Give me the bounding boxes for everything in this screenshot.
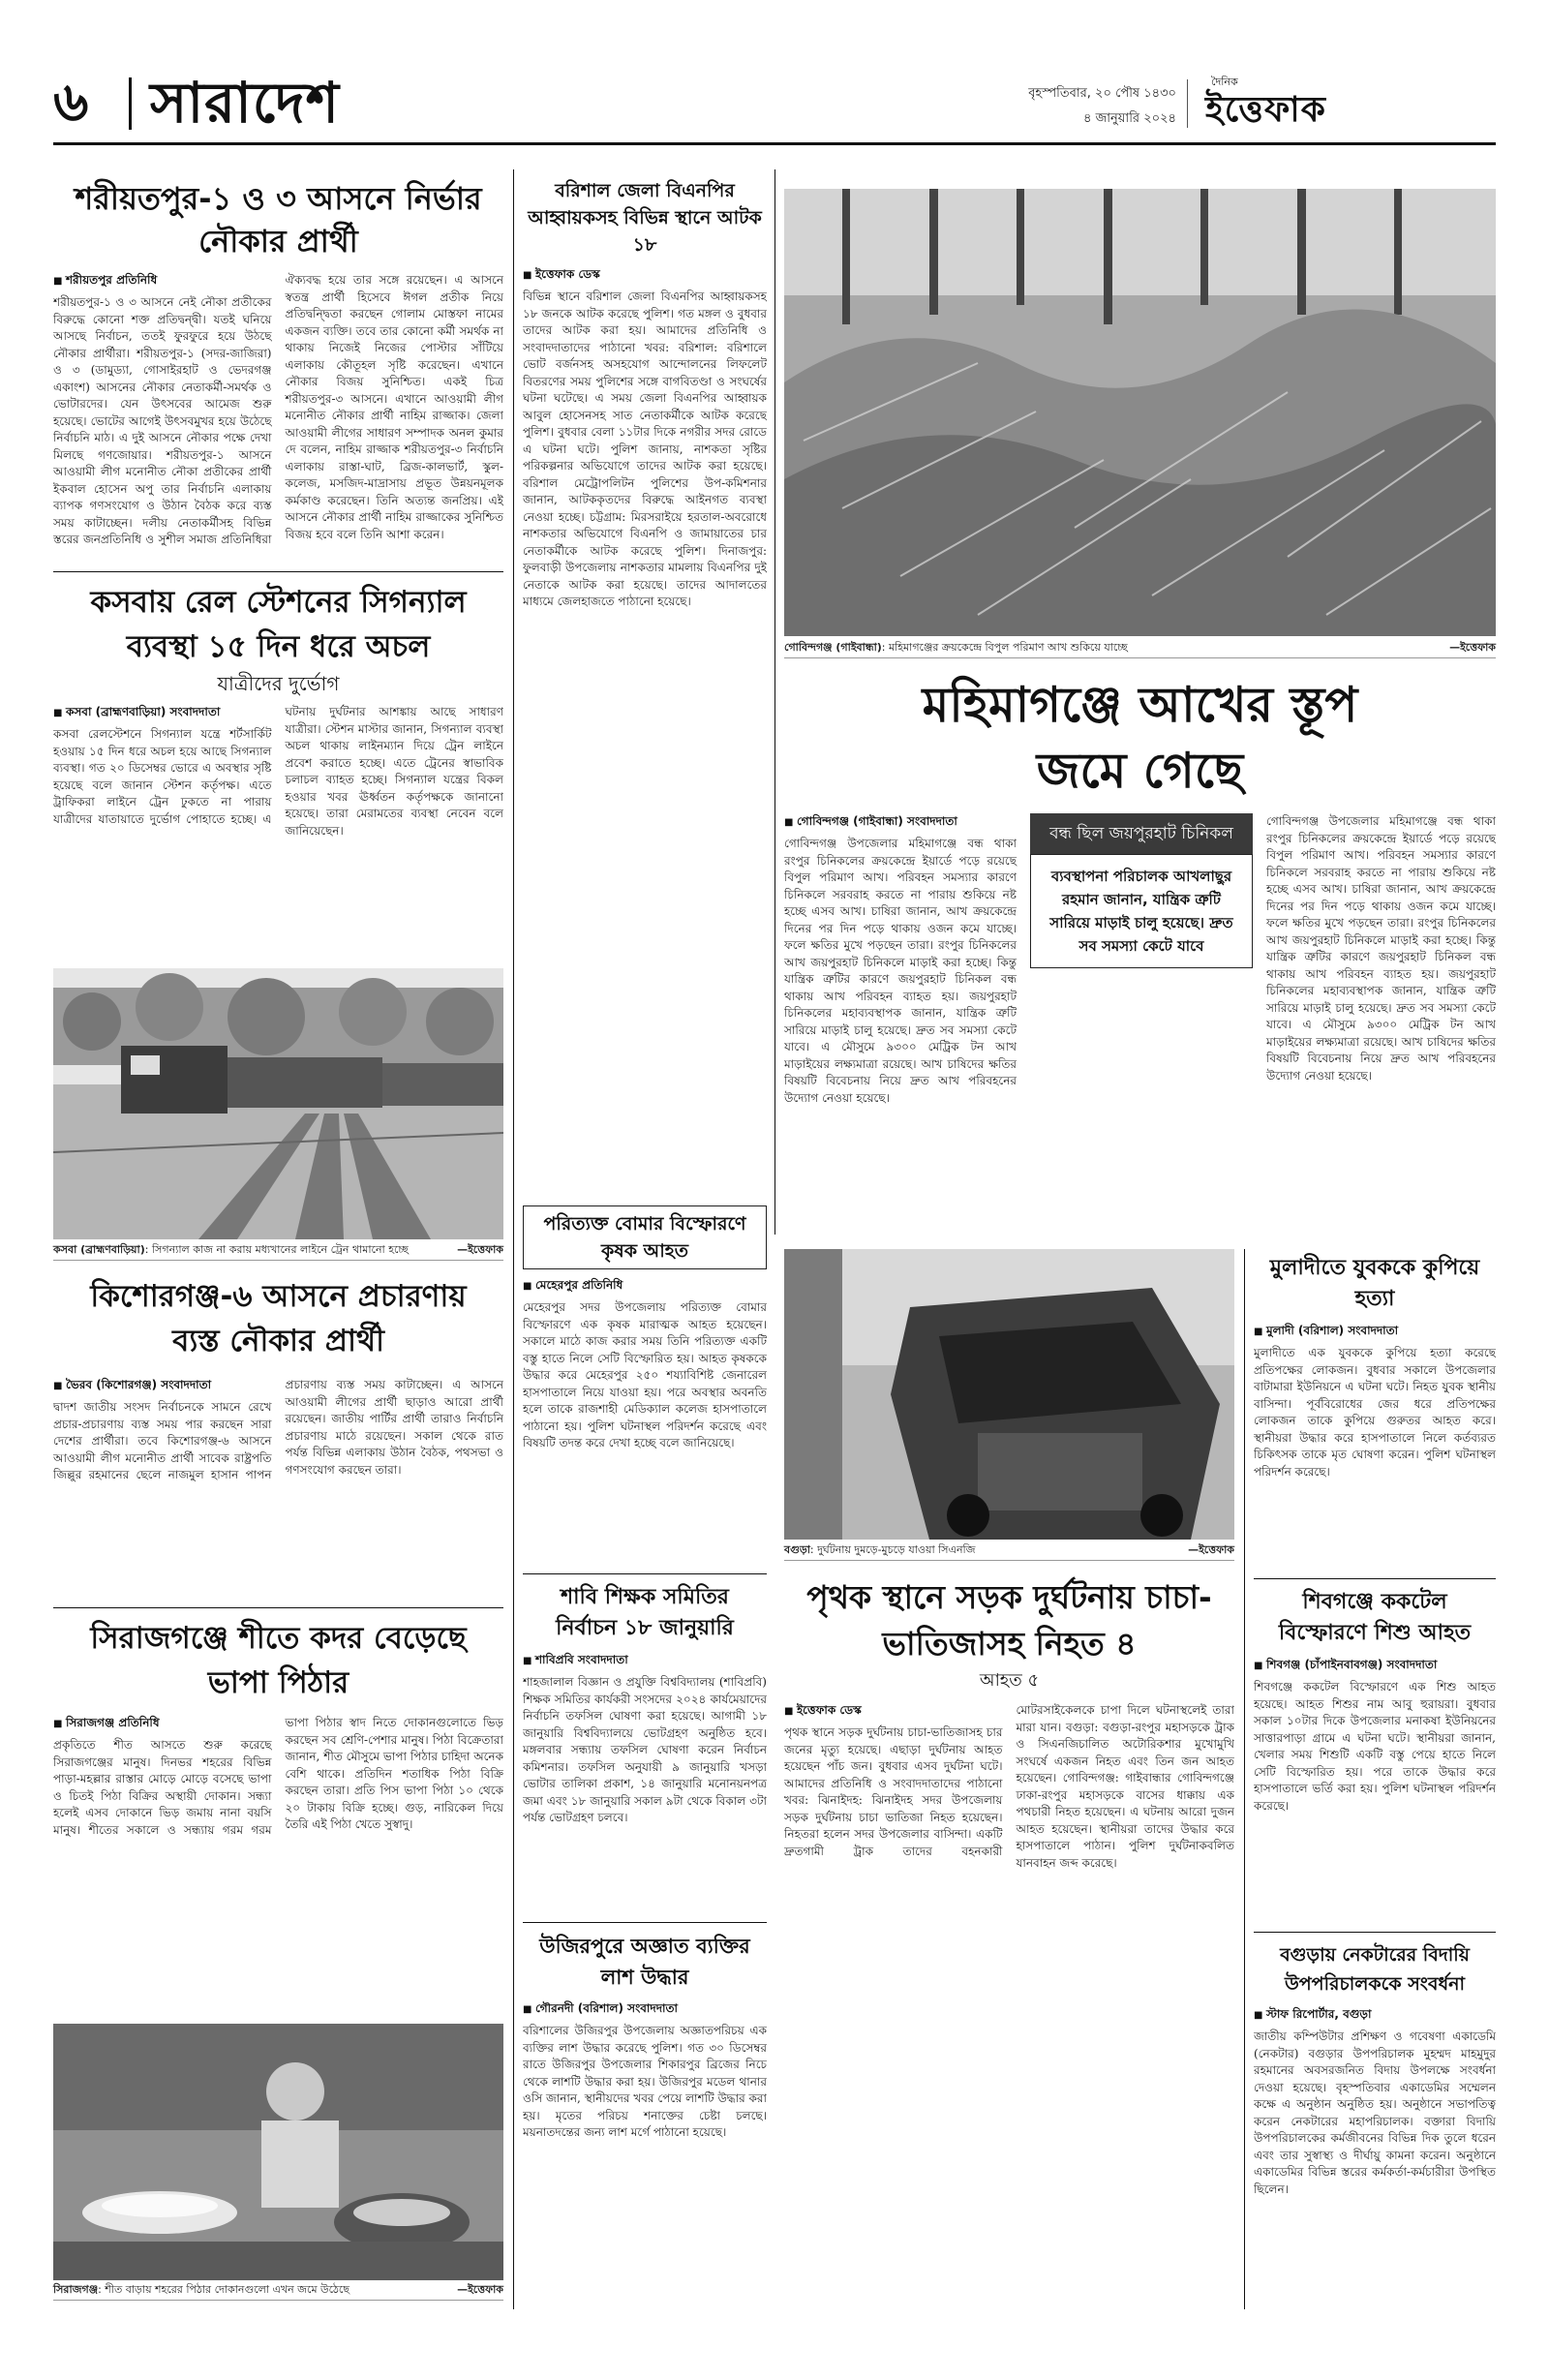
caption-place: গোবিন্দগঞ্জ (গাইবান্ধা) xyxy=(784,641,882,654)
article-body xyxy=(53,272,503,549)
byline: ■ স্টাফ রিপোর্টার, বগুড়া xyxy=(1254,2006,1496,2026)
train-illustration xyxy=(53,968,503,1239)
byline: ■ ভৈরব (কিশোরগঞ্জ) সংবাদদাতা xyxy=(53,1377,272,1396)
headline: উজিরপুরে অজ্ঞাত ব্যক্তির লাশ উদ্ধার xyxy=(539,1935,750,1989)
divider xyxy=(523,1573,767,1574)
pitha-illustration xyxy=(53,2024,503,2280)
article-shariatpur xyxy=(53,169,503,566)
caption-place: কসবা (ব্রাহ্মণবাড়িয়া) xyxy=(53,1243,145,1256)
article-body xyxy=(53,1377,503,1484)
headline: শাবি শিক্ষক সমিতির নির্বাচন ১৮ জানুয়ারি xyxy=(556,1585,734,1640)
caption-text: : মহিমাগঞ্জের ক্রয়কেন্দ্রে বিপুল পরিমাণ আখ শুকিয়ে যাচ্ছে xyxy=(881,641,1128,654)
caption-pitha xyxy=(53,2283,503,2301)
headline: বরিশাল জেলা বিএনপির আহ্বায়কসহ বিভিন্ন স্থানে আটক ১৮ xyxy=(528,180,762,256)
byline: ■ গৌরনদী (বরিশাল) সংবাদদাতা xyxy=(523,2000,767,2020)
article-mohimaganj xyxy=(784,666,1496,1233)
page-number: ৬ xyxy=(53,71,89,134)
byline: ■ মেহেরপুর প্রতিনিধি xyxy=(523,1277,767,1297)
dateline xyxy=(1028,81,1176,132)
caption-text: : দুর্ঘটনায় দুমড়ে-মুচড়ে যাওয়া সিএনজি xyxy=(809,1543,976,1556)
train-photo xyxy=(53,968,503,1239)
masthead-divider xyxy=(129,77,132,130)
body-text: মেহেরপুর সদর উপজেলায় পরিত্যক্ত বোমার বিস্ফোরণে এক কৃষক মারাত্মক আহত হয়েছেন। সকালে মাঠে কাজ করার সময় তিনি পরিত্যক্ত একটি বস্তু হাতে নিলে সেটি বিস্ফোরিত হয়। আহত কৃষককে উদ্ধার করে মেহেরপুর ২৫০ শয্যাবিশিষ্ট জেনারেল হাসপাতালে নিয়ে যাওয়া হয়। পরে অবস্থার অবনতি হলে তাকে রাজশাহী মেডিক্যাল কলেজ হাসপাতালে পাঠানো হয়। পুলিশ ঘটনাস্থল পরিদর্শন করেছে এবং বিষয়টি তদন্ত করে দেখা হচ্ছে বলে জানিয়েছে। xyxy=(523,1300,767,1449)
pitha-photo xyxy=(53,2024,503,2280)
headline: মুলাদীতে যুবককে কুপিয়ে হত্যা xyxy=(1269,1256,1480,1311)
dateline-divider xyxy=(1187,79,1188,128)
headline: বগুড়ায় নেকটারের বিদায়ি উপপরিচালককে সংবর্ধনা xyxy=(1280,1944,1470,1995)
callout-title: বন্ধ ছিল জয়পুরহাট চিনিকল xyxy=(1030,813,1253,854)
byline: ■ কসবা (ব্রাহ্মণবাড়িয়া) সংবাদদাতা xyxy=(53,704,272,723)
subhead: আহত ৫ xyxy=(979,1670,1040,1691)
logo-small: দৈনিক xyxy=(1211,76,1238,88)
body-text: গোবিন্দগঞ্জ উপজেলার মহিমাগঞ্জে বন্ধ থাকা রংপুর চিনিকলের ক্রয়কেন্দ্রে ইয়ার্ডে পড়ে রয়েছে বিপুল পরিমাণ আখ। পরিবহন সমস্যার কারণে চিনিকলে সরবরাহ করতে না পারায় শুকিয়ে নষ্ট হচ্ছে এসব আখ। চাষিরা জানান, আখ ক্রয়কেন্দ্রে দিনের পর দিন পড়ে থাকায় ওজন কমে যাচ্ছে। ফলে ক্ষতির মুখে পড়ছেন তারা। রংপুর চিনিকলের আখ জয়পুরহাট চিনিকলে মাড়াই করা হচ্ছে। কিন্তু যান্ত্রিক ত্রুটির কারণে জয়পুরহাট চিনিকল বন্ধ থাকায় আখ পরিবহন ব্যাহত হয়। জয়পুরহাট চিনিকলের মহাব্যবস্থাপক জানান, যান্ত্রিক ত্রুটি সারিয়ে মাড়াই চালু হয়েছে। দ্রুত সব সমস্যা কেটে যাবে। এ মৌসুমে ৯৩০০ মেট্রিক টন আখ মাড়াইয়ের লক্ষ্যমাত্রা রয়েছে। আখ চাষিদের ক্ষতির বিষয়টি বিবেচনায় নিয়ে দ্রুত আখ পরিবহনের উদ্যোগ নেওয়া হয়েছে। xyxy=(784,837,1017,1105)
caption-text: : শীত বাড়ায় শহরের পিঠার দোকানগুলো এখন জমে উঠেছে xyxy=(98,2283,350,2296)
article-body-wrap xyxy=(784,813,1496,1107)
cng-illustration xyxy=(784,1249,1234,1540)
headline: সিরাজগঞ্জে শীতে কদর বেড়েছে ভাপা পিঠার xyxy=(90,1621,467,1700)
headline: পরিত্যক্ত বোমার বিস্ফোরণে কৃষক আহত xyxy=(523,1205,767,1269)
subhead: যাত্রীদের দুর্ভোগ xyxy=(217,672,340,695)
caption-text: : সিগন্যাল কাজ না করায় মধ্যখানের লাইনে ট্রেন থামানো হচ্ছে xyxy=(144,1243,409,1256)
byline: ■ শাবিপ্রবি সংবাদদাতা xyxy=(523,1652,767,1671)
divider xyxy=(523,1922,767,1923)
column-divider xyxy=(1244,1249,1245,2309)
article-shibganj xyxy=(1254,1583,1496,1927)
article-kasba xyxy=(53,576,503,963)
article-body xyxy=(784,1702,1234,1872)
divider xyxy=(1254,1932,1496,1933)
body-text: পৃথক স্থানে সড়ক দুর্ঘটনায় চাচা-ভাতিজাসহ চার জনের মৃত্যু হয়েছে। এছাড়া দুর্ঘটনায় আহত হয়েছেন পাঁচ জন। বুধবার এসব দুর্ঘটনা ঘটে। আমাদের প্রতিনিধি ও সংবাদদাতাদের পাঠানো খবর: ঝিনাইদহ: ঝিনাইদহ সদর উপজেলায় সড়ক দুর্ঘটনায় চাচা ভাতিজা নিহত হয়েছেন। নিহতরা হলেন সদর উপজেলার বাসিন্দা। একটি দ্রুতগামী ট্রাক তাদের বহনকারী মোটরসাইকেলকে চাপা দিলে ঘটনাস্থলেই তারা মারা যান। বগুড়া: বগুড়া-রংপুর মহাসড়কে ট্রাক ও সিএনজিচালিত অটোরিকশার মুখোমুখি সংঘর্ষে একজন নিহত এবং তিন জন আহত হয়েছেন। গোবিন্দগঞ্জ: গাইবান্ধার গোবিন্দগঞ্জে ঢাকা-রংপুর মহাসড়কে বাসের ধাক্কায় এক পথচারী নিহত হয়েছেন। এ ঘটনায় আরো দুজন আহত হয়েছেন। স্থানীয়রা তাদের উদ্ধার করে হাসপাতালে পাঠান। পুলিশ দুর্ঘটনাকবলিত যানবাহন জব্দ করেছে। xyxy=(784,1703,1234,1870)
date-bangla: বৃহস্পতিবার, ২০ পৌষ ১৪৩০ xyxy=(1028,86,1176,101)
divider xyxy=(1254,1578,1496,1579)
divider xyxy=(53,1607,503,1608)
article-col-3 xyxy=(1266,813,1496,1107)
cng-photo xyxy=(784,1249,1234,1540)
article-barishal xyxy=(523,169,767,1201)
caption-place: বগুড়া xyxy=(784,1543,810,1556)
byline: ■ ইত্তেফাক ডেস্ক xyxy=(784,1702,1003,1722)
body-text-continued: গোবিন্দগঞ্জ উপজেলার মহিমাগঞ্জে বন্ধ থাকা রংপুর চিনিকলের ক্রয়কেন্দ্রে ইয়ার্ডে পড়ে রয়েছে বিপুল পরিমাণ আখ। পরিবহন সমস্যার কারণে চিনিকলে সরবরাহ করতে না পারায় শুকিয়ে নষ্ট হচ্ছে এসব আখ। চাষিরা জানান, আখ ক্রয়কেন্দ্রে দিনের পর দিন পড়ে থাকায় ওজন কমে যাচ্ছে। ফলে ক্ষতির মুখে পড়ছেন তারা। রংপুর চিনিকলের আখ জয়পুরহাট চিনিকলে মাড়াই করা হচ্ছে। কিন্তু যান্ত্রিক ত্রুটির কারণে জয়পুরহাট চিনিকল বন্ধ থাকায় আখ পরিবহন ব্যাহত হয়। জয়পুরহাট চিনিকলের মহাব্যবস্থাপক জানান, যান্ত্রিক ত্রুটি সারিয়ে মাড়াই চালু হয়েছে। দ্রুত সব সমস্যা কেটে যাবে। এ মৌসুমে ৯৩০০ মেট্রিক টন আখ মাড়াইয়ের লক্ষ্যমাত্রা রয়েছে। আখ চাষিদের ক্ষতির বিষয়টি বিবেচনায় নিয়ে দ্রুত আখ পরিবহনের উদ্যোগ নেওয়া হয়েছে। xyxy=(1266,814,1496,1083)
article-body xyxy=(53,704,503,839)
callout-body: ব্যবস্থাপনা পরিচালক আখলাছুর রহমান জানান, যান্ত্রিক ত্রুটি সারিয়ে মাড়াই চালু হয়েছে। দ্রুত সব সমস্যা কেটে যাবে xyxy=(1030,854,1253,968)
body-text: দ্বাদশ জাতীয় সংসদ নির্বাচনকে সামনে রেখে প্রচার-প্রচারণায় ব্যস্ত সময় পার করছেন সারা দেশের প্রার্থীরা। তবে কিশোরগঞ্জ-৬ আসনে আওয়ামী লীগ মনোনীত প্রার্থী সাবেক রাষ্ট্রপতি জিল্লুর রহমানের ছেলে নাজমুল হাসান পাপন প্রচারণায় ব্যস্ত সময় কাটাচ্ছেন। এ আসনে আওয়ামী লীগের প্রার্থী ছাড়াও আরো প্রার্থী রয়েছেন। জাতীয় পার্টির প্রার্থী তারাও নির্বাচনি প্রচারণায় মাঠে রয়েছেন। সকাল থেকে রাত পর্যন্ত বিভিন্ন এলাকায় উঠান বৈঠক, পথসভা ও গণসংযোগ করছেন তারা। xyxy=(53,1378,503,1481)
callout-box xyxy=(1030,813,1253,1107)
body-text: প্রকৃতিতে শীত আসতে শুরু করেছে সিরাজগঞ্জের মানুষ। দিনভর শহরের বিভিন্ন পাড়া-মহল্লার রাস্তার মোড়ে মোড়ে বসেছে ভাপা ও চিতই পিঠা বিক্রির অস্থায়ী দোকান। সন্ধ্যা হলেই এসব দোকানে ভিড় জমায় নানা বয়সি মানুষ। শীতের সকালে ও সন্ধ্যায় গরম গরম ভাপা পিঠার স্বাদ নিতে দোকানগুলোতে ভিড় করছেন সব শ্রেণি-পেশার মানুষ। পিঠা বিক্রেতারা জানান, শীত মৌসুমে ভাপা পিঠার চাহিদা অনেক বেশি থাকে। প্রতিদিন শতাধিক পিঠা বিক্রি করছেন তারা। প্রতি পিস ভাপা পিঠা ১০ থেকে ২০ টাকায় বিক্রি হচ্ছে। গুড়, নারিকেল দিয়ে তৈরি এই পিঠা খেতে সুস্বাদু। xyxy=(53,1716,503,1837)
article-muladi xyxy=(1254,1249,1496,1573)
article-sirajganj xyxy=(53,1612,503,2019)
byline: ■ গোবিন্দগঞ্জ (গাইবান্ধা) সংবাদদাতা xyxy=(784,813,1017,833)
photo-credit: —ইত্তেফাক xyxy=(457,2283,503,2296)
section-title: সারাদেশ xyxy=(150,70,340,136)
article-col-1 xyxy=(784,813,1017,1107)
logo-name: ইত্তেফাক xyxy=(1205,89,1326,130)
caption-place: সিরাজগঞ্জ xyxy=(53,2283,99,2296)
byline: ■ শিবগঞ্জ (চাঁপাইনবাবগঞ্জ) সংবাদদাতা xyxy=(1254,1657,1496,1676)
body-text: শাহজালাল বিজ্ঞান ও প্রযুক্তি বিশ্ববিদ্যালয় (শাবিপ্রবি) শিক্ষক সমিতির কার্যকরী সংসদের ২০২৪ কার্যমেয়াদের নির্বাচনি তফসিল ঘোষণা করা হয়েছে। আগামী ১৮ জানুয়ারি বিশ্ববিদ্যালয়ে ভোটগ্রহণ অনুষ্ঠিত হবে। মঙ্গলবার সন্ধ্যায় তফসিল ঘোষণা করেন নির্বাচন কমিশনার। তফসিল অনুযায়ী ৯ জানুয়ারি খসড়া ভোটার তালিকা প্রকাশ, ১৪ জানুয়ারি মনোনয়নপত্র জমা এবং ১৮ জানুয়ারি সকাল ৯টা থেকে বিকাল ৩টা পর্যন্ত ভোটগ্রহণ চলবে। xyxy=(523,1675,767,1824)
article-bogura xyxy=(1254,1937,1496,2309)
article-body xyxy=(53,1715,503,1839)
body-text: শরীয়তপুর-১ ও ৩ আসনে নেই নৌকা প্রতীকের বিরুদ্ধে কোনো শক্ত প্রতিদ্বন্দ্বী। যতই ঘনিয়ে আসছে নির্বাচন, ততই ফুরফুরে হয়ে উঠছে নৌকার প্রার্থীরা। শরীয়তপুর-১ (সদর-জাজিরা) ও ৩ (ডামুড্যা, গোসাইরহাট ও ভেদরগঞ্জ একাংশ) আসনের নৌকার নেতাকর্মী-সমর্থক ও ভোটারদের। যেন উৎসবের আমেজ শুরু হয়েছে। ভোটের আগেই উৎসবমুখর হয়ে উঠেছে নির্বাচনি মাঠ। এ দুই আসনে নৌকার পক্ষে দেখা মিলছে গণজোয়ার। শরীয়তপুর-১ আসনে আওয়ামী লীগ মনোনীত নৌকা প্রতীকের প্রার্থী ইকবাল হোসেন অপু তার নির্বাচনি এলাকায় ব্যাপক গণসংযোগ ও উঠান বৈঠক করে ব্যস্ত সময় কাটাচ্ছেন। দলীয় নেতাকর্মীসহ বিভিন্ন স্তরের জনপ্রতিনিধি ও সুশীল সমাজ প্রতিনিধিরা ঐক্যবদ্ধ হয়ে তার সঙ্গে রয়েছেন। এ আসনে স্বতন্ত্র প্রার্থী হিসেবে ঈগল প্রতীক নিয়ে প্রতিদ্বন্দ্বিতা করছেন গোলাম মোস্তফা নামের একজন ব্যক্তি। তবে তার কোনো কর্মী সমর্থক না থাকায় নিজেই নিজের পোস্টার সাঁটিয়ে এলাকায় কৌতূহল সৃষ্টি করেছেন। এখানে নৌকার বিজয় সুনিশ্চিত। একই চিত্র শরীয়তপুর-৩ আসনে। এখানে আওয়ামী লীগ মনোনীত নৌকার প্রার্থী নাহিম রাজ্জাক। জেলা আওয়ামী লীগের সাধারণ সম্পাদক অনল কুমার দে বলেন, নাহিম রাজ্জাক শরীয়তপুর-৩ নির্বাচনি এলাকায় রাস্তা-ঘাট, ব্রিজ-কালভার্ট, স্কুল-কলেজ, মসজিদ-মাদ্রাসায় প্রভূত উন্নয়নমূলক কর্মকাণ্ড করেছেন। তিনি অত্যন্ত জনপ্রিয়। এই আসনে নৌকার প্রার্থী নাহিম রাজ্জাকের সুনিশ্চিত বিজয় হবে বলে তিনি আশা করেন। xyxy=(53,273,503,546)
headline: মহিমাগঞ্জে আখের স্তূপ জমে গেছে xyxy=(922,677,1358,799)
sugarcane-illustration xyxy=(784,189,1496,636)
byline: ■ ইত্তেফাক ডেস্ক xyxy=(523,266,767,286)
article-ujirpur xyxy=(523,1927,767,2309)
caption-cng xyxy=(784,1543,1234,1561)
article-accident xyxy=(784,1569,1234,2309)
article-meherpur xyxy=(523,1205,767,1569)
body-text: শিবগঞ্জে ককটেল বিস্ফোরণে এক শিশু আহত হয়েছে। আহত শিশুর নাম আবু হুরায়রা। বুধবার সকাল ১০টার দিকে উপজেলার মনাকষা ইউনিয়নের সাত্তারপাড়া গ্রামে এ ঘটনা ঘটে। স্থানীয়রা জানান, খেলার সময় শিশুটি একটি বস্তু পেয়ে হাতে নিলে সেটি বিস্ফোরিত হয়। পরে তাকে উদ্ধার করে হাসপাতালে ভর্তি করা হয়। পুলিশ ঘটনাস্থল পরিদর্শন করেছে। xyxy=(1254,1680,1496,1813)
masthead xyxy=(53,68,1496,145)
date-english: ৪ জানুয়ারি ২০২৪ xyxy=(1083,111,1176,126)
caption-train xyxy=(53,1243,503,1261)
headline: কসবায় রেল স্টেশনের সিগন্যাল ব্যবস্থা ১৫ দিন ধরে অচল xyxy=(90,585,467,664)
column-divider xyxy=(513,169,514,2309)
headline: শরীয়তপুর-১ ও ৩ আসনে নির্ভার নৌকার প্রার্থী xyxy=(75,180,482,259)
headline: কিশোরগঞ্জ-৬ আসনে প্রচারণায় ব্যস্ত নৌকার প্রার্থী xyxy=(90,1279,467,1358)
newspaper-logo xyxy=(1205,74,1496,130)
headline: পৃথক স্থানে সড়ক দুর্ঘটনায় চাচা-ভাতিজাসহ নিহত ৪ xyxy=(806,1578,1212,1663)
body-text: কসবা রেলস্টেশনে সিগন্যাল যন্ত্রে শর্টসার্কিট হওয়ায় ১৫ দিন ধরে অচল হয়ে আছে সিগন্যাল ব্যবস্থা। গত ২০ ডিসেম্বর ভোরে এ অবস্থার সৃষ্টি হয়েছে বলে জানান স্টেশন কর্তৃপক্ষ। এতে ট্রাফিকরা লাইনে ট্রেন ঢুকতে না পারায় যাত্রীদের যাতায়াতে দুর্ভোগ পোহাতে হচ্ছে। এ ঘটনায় দুর্ঘটনার আশঙ্কায় আছে সাধারণ যাত্রীরা। স্টেশন মাস্টার জানান, সিগন্যাল ব্যবস্থা অচল থাকায় লাইনম্যান দিয়ে ট্রেন লাইনে প্রবেশ করাতে হচ্ছে। এতে ট্রেনের স্বাভাবিক চলাচল ব্যাহত হচ্ছে। সিগন্যাল যন্ত্রের বিকল হওয়ার খবর ঊর্ধ্বতন কর্তৃপক্ষকে জানানো হয়েছে। তারা মেরামতের ব্যবস্থা নেবেন বলে জানিয়েছেন। xyxy=(53,705,503,838)
headline: শিবগঞ্জে ককটেল বিস্ফোরণে শিশু আহত xyxy=(1278,1590,1472,1645)
article-teachers xyxy=(523,1578,767,1917)
byline: ■ শরীয়তপুর প্রতিনিধি xyxy=(53,272,272,291)
body-text: বিভিন্ন স্থানে বরিশাল জেলা বিএনপির আহ্বায়কসহ ১৮ জনকে আটক করেছে পুলিশ। গত মঙ্গল ও বুধবার তাদের আটক করা হয়। আমাদের প্রতিনিধি ও সংবাদদাতাদের পাঠানো খবর: বরিশাল: বরিশালে ভোট বর্জনসহ অসহযোগ আন্দোলনের লিফলেট বিতরণের সময় পুলিশের সঙ্গে বাগবিতণ্ডা ও সংঘর্ষের ঘটনা ঘটেছে। এ সময় জেলা বিএনপির আহ্বায়ক আবুল হোসেনসহ সাত নেতাকর্মীকে আটক করেছে পুলিশ। বুধবার বেলা ১১টার দিকে নগরীর সদর রোডে এ ঘটনা ঘটে। পুলিশ জানায়, নাশকতা সৃষ্টির পরিকল্পনার অভিযোগে তাদের আটক করা হয়েছে। বরিশাল মেট্রোপলিটন পুলিশের উপ-কমিশনার জানান, আটককৃতদের বিরুদ্ধে আইনগত ব্যবস্থা নেওয়া হচ্ছে। চট্টগ্রাম: মিরসরাইয়ে হরতাল-অবরোধে নাশকতার অভিযোগে বিএনপি ও জামায়াতের চার নেতাকর্মীকে আটক করেছে পুলিশ। দিনাজপুর: ফুলবাড়ী উপজেলায় নাশকতার মামলায় বিএনপির দুই নেতাকে আটক করা হয়েছে। তাদের আদালতের মাধ্যমে জেলহাজতে পাঠানো হয়েছে। xyxy=(523,290,767,608)
photo-credit: —ইত্তেফাক xyxy=(1449,641,1496,654)
article-kishoreganj xyxy=(53,1268,503,1602)
byline: ■ মুলাদী (বরিশাল) সংবাদদাতা xyxy=(1254,1323,1496,1342)
byline: ■ সিরাজগঞ্জ প্রতিনিধি xyxy=(53,1715,272,1734)
body-text: জাতীয় কম্পিউটার প্রশিক্ষণ ও গবেষণা একাডেমি (নেকটার) বগুড়ার উপপরিচালক মুহম্মদ মাহমুদুর রহমানের অবসরজনিত বিদায় উপলক্ষে সংবর্ধনা দেওয়া হয়েছে। বৃহস্পতিবার একাডেমির সম্মেলন কক্ষে এ অনুষ্ঠান অনুষ্ঠিত হয়। অনুষ্ঠানে সভাপতিত্ব করেন নেকটারের মহাপরিচালক। বক্তারা বিদায়ি উপপরিচালকের কর্মজীবনের বিভিন্ন দিক তুলে ধরেন এবং তার সুস্বাস্থ্য ও দীর্ঘায়ু কামনা করেন। অনুষ্ঠানে একাডেমির বিভিন্ন স্তরের কর্মকর্তা-কর্মচারীরা উপস্থিত ছিলেন। xyxy=(1254,2029,1496,2196)
body-text: মুলাদীতে এক যুবককে কুপিয়ে হত্যা করেছে প্রতিপক্ষের লোকজন। বুধবার সকালে উপজেলার বাটামারা ইউনিয়নে এ ঘটনা ঘটে। নিহত যুবক স্থানীয় বাসিন্দা। পূর্ববিরোধের জের ধরে প্রতিপক্ষের লোকজন তাকে কুপিয়ে গুরুতর আহত করে। স্থানীয়রা উদ্ধার করে হাসপাতালে নিলে কর্তব্যরত চিকিৎসক তাকে মৃত ঘোষণা করেন। পুলিশ ঘটনাস্থল পরিদর্শন করেছে। xyxy=(1254,1346,1496,1479)
body-text: বরিশালের উজিরপুর উপজেলায় অজ্ঞাতপরিচয় এক ব্যক্তির লাশ উদ্ধার করেছে পুলিশ। গত ৩০ ডিসেম্বর রাতে উজিরপুর উপজেলার শিকারপুর ব্রিজের নিচে থেকে লাশটি উদ্ধার করা হয়। উজিরপুর মডেল থানার ওসি জানান, স্থানীয়দের খবর পেয়ে লাশটি উদ্ধার করা হয়। মৃতের পরিচয় শনাক্তের চেষ্টা চলছে। ময়নাতদন্তের জন্য লাশ মর্গে পাঠানো হয়েছে। xyxy=(523,2024,767,2139)
photo-credit: —ইত্তেফাক xyxy=(1188,1543,1234,1556)
caption-sugarcane xyxy=(784,641,1496,658)
photo-credit: —ইত্তেফাক xyxy=(457,1243,503,1256)
divider xyxy=(53,571,503,572)
column-divider xyxy=(774,169,775,1235)
sugarcane-photo xyxy=(784,189,1496,636)
